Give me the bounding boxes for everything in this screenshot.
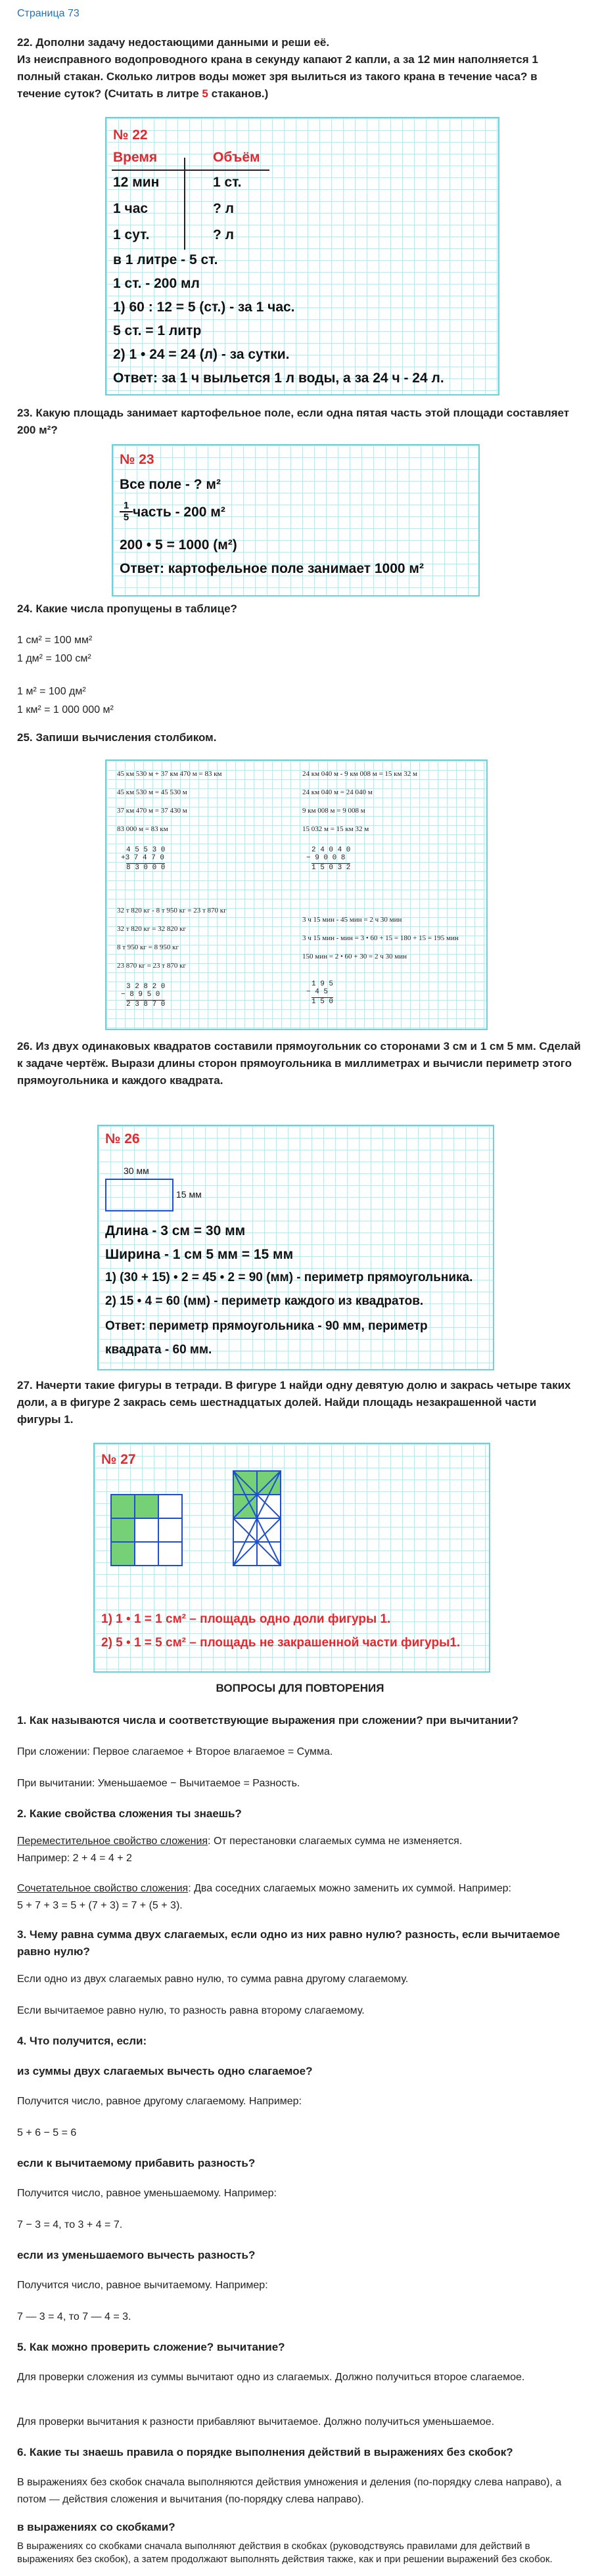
task25-left-col2: +3 7 4 7 0: [121, 854, 165, 862]
task26-line1: Длина - 3 см = 30 мм: [105, 1223, 246, 1238]
review-a3a: Если одно из двух слагаемых равно нулю, то сумма равна другому слагаемому.: [17, 1974, 409, 1985]
task25-right-col3: 1 5 0 3 2: [312, 864, 351, 872]
task25-grid: [105, 759, 488, 1030]
task26-rectangle: [105, 1179, 173, 1211]
task25-right2-col3: 1 5 0: [312, 998, 334, 1006]
task22-number: № 22: [113, 127, 148, 143]
task26-label-15mm: 15 мм: [176, 1189, 202, 1200]
review-q6b: в выражениях со скобками?: [17, 2521, 175, 2533]
task24-line4: 1 км² = 1 000 000 м²: [17, 704, 114, 715]
task25-right2-line3: 150 мин = 2 • 60 + 30 = 2 ч 30 мин: [302, 953, 407, 960]
task23-line1: Все поле - ? м²: [120, 477, 221, 492]
task25-right-line2: 24 км 040 м = 24 040 м: [302, 788, 373, 796]
task22-row1-volume: 1 ст.: [213, 175, 242, 190]
fraction-numerator: 1: [123, 500, 129, 511]
review-q3: 3. Чему равна сумма двух слагаемых, если одно из них равно нулю? разность, если вычитаемое равно нулю?: [17, 1928, 561, 1958]
task22-table-hline: [112, 169, 269, 171]
task24-line3: 1 м² = 100 дм²: [17, 686, 86, 697]
task23-line2: часть - 200 м²: [133, 505, 225, 520]
review-a6: В выражениях без скобок сначала выполняются действия умножения и деления (по-порядку слева направо), а потом — действия сложения и вычитания (по-порядку слева направо).: [17, 2477, 562, 2505]
task27-figure1: [110, 1494, 183, 1566]
task22-text: [17, 34, 583, 102]
review-q1: 1. Как называются числа и соответствующие выражения при сложении? при вычитании?: [17, 1714, 519, 1727]
task25-right-line4: 15 032 м = 15 км 32 м: [302, 825, 369, 833]
task22-line4: 5 ст. = 1 литр: [113, 323, 202, 338]
task24-title: 24. Какие числа пропущены в таблице?: [17, 602, 237, 615]
task25-left2-col1: 3 2 8 2 0: [126, 983, 166, 991]
task25-right2-col1: 1 9 5: [312, 980, 334, 988]
task23-text: 23. Какую площадь занимает картофельное поле, если одна пятая часть этой площади составляет 200 м²?: [17, 407, 570, 436]
review-q4c: если из уменьшаемого вычесть разность?: [17, 2249, 256, 2261]
task22-line1: в 1 литре - 5 ст.: [113, 252, 218, 267]
task27-figure2: [233, 1470, 283, 1568]
review-a1b: При вычитании: Уменьшаемое − Вычитаемое = Разность.: [17, 1778, 300, 1789]
task25-left2-col3: 2 3 8 7 0: [126, 1001, 166, 1008]
task22-row2-time: 1 час: [113, 201, 149, 216]
review-q2: 2. Какие свойства сложения ты знаешь?: [17, 1807, 242, 1820]
review-a5b: Для проверки вычитания к разности прибавляют вычитаемое. Должно получиться уменьшаемое.: [17, 2416, 495, 2428]
task27-text: 27. Начерти такие фигуры в тетради. В фигуре 1 найди одну девятую долю и закрась четыре таких доли, а в фигуре 2 закрась семь шестнадцатых долей. Найди площадь незакрашенной части фигуры 1.: [17, 1379, 571, 1426]
task25-left-col3: 8 3 0 0 0: [126, 864, 166, 872]
fraction-denominator: 5: [120, 511, 133, 523]
task25-left2-line3: 8 т 950 кг = 8 950 кг: [117, 943, 179, 951]
review-a4b-example: 7 − 3 = 4, то 3 + 4 = 7.: [17, 2219, 123, 2230]
review-q4a: из суммы двух слагаемых вычесть одно слагаемое?: [17, 2065, 313, 2077]
task22-row3-volume: ? л: [213, 227, 235, 242]
review-a4b: Получится число, равное уменьшаемому. Например:: [17, 2188, 277, 2199]
task22-line3: 1) 60 : 12 = 5 (ст.) - за 1 час.: [113, 300, 295, 315]
task22-row2-volume: ? л: [213, 201, 235, 216]
term-commutative: Переместительное свойство сложения: [17, 1836, 208, 1847]
review-a3b: Если вычитаемое равно нулю, то разность равна второму слагаемому.: [17, 2005, 365, 2016]
task22-answer: Ответ: за 1 ч выльется 1 л воды, а за 24 ч - 24 л.: [113, 371, 444, 386]
task24-line1: 1 см² = 100 мм²: [17, 635, 93, 646]
task25-left-line2: 45 км 530 м = 45 530 м: [117, 788, 187, 796]
task22-line5: 2) 1 • 24 = 24 (л) - за сутки.: [113, 347, 290, 362]
task26-line2: Ширина - 1 см 5 мм = 15 мм: [105, 1247, 294, 1262]
task25-title: 25. Запиши вычисления столбиком.: [17, 731, 217, 744]
review-a2a-example: Например: 2 + 4 = 4 + 2: [17, 1853, 132, 1864]
review-q6: 6. Какие ты знаешь правила о порядке выполнения действий в выражениях без скобок?: [17, 2446, 513, 2458]
task26-line3: 1) (30 + 15) • 2 = 45 • 2 = 90 (мм) - периметр прямоугольника.: [105, 1271, 473, 1284]
task26-grid: [97, 1125, 494, 1370]
task26-text: 26. Из двух одинаковых квадратов составили прямоугольник со сторонами 3 см и 1 см 5 мм. Сделай к задаче чертёж. Вырази длины сторон прямоугольника в миллиметрах и вычисли периметр этого прямоугольника и каждого квадрата.: [17, 1040, 581, 1087]
page-link[interactable]: Страница 73: [17, 8, 80, 19]
task22-header-volume: Объём: [213, 150, 260, 165]
review-a2a: Переместительное свойство сложения: От перестановки слагаемых сумма не изменяется.: [17, 1836, 463, 1847]
review-a4c-example: 7 — 3 = 4, то 7 — 4 = 3.: [17, 2311, 131, 2322]
task25-right2-line2: 3 ч 15 мин - мин = 3 • 60 + 15 = 180 + 15 = 195 мин: [302, 934, 459, 942]
review-a5a: Для проверки сложения из суммы вычитают одно из слагаемых. Должно получиться второе слагаемое.: [17, 2372, 525, 2383]
task25-right2-line1: 3 ч 15 мин - 45 мин = 2 ч 30 мин: [302, 916, 402, 924]
task26-line5: Ответ: периметр прямоугольника - 90 мм, периметр: [105, 1319, 428, 1333]
task22-header-time: Время: [113, 150, 158, 165]
task25-right2-col2: − 4 5: [306, 988, 329, 996]
task25-right-col2: − 9 0 0 8: [306, 854, 346, 862]
task27-line1: 1) 1 • 1 = 1 см² – площадь одно доли фигуры 1.: [101, 1612, 391, 1626]
task23-number: № 23: [120, 452, 154, 467]
review-a4a: Получится число, равное другому слагаемому. Например:: [17, 2096, 302, 2107]
task22-line2: 1 ст. - 200 мл: [113, 276, 200, 291]
task25-left-line1: 45 км 530 м + 37 км 470 м = 83 км: [117, 770, 222, 778]
task23-answer: Ответ: картофельное поле занимает 1000 м²: [120, 561, 424, 576]
task25-left2-line1: 32 т 820 кг - 8 т 950 кг = 23 т 870 кг: [117, 907, 227, 915]
task27-line2: 2) 5 • 1 = 5 см² – площадь не закрашенной части фигуры1.: [101, 1636, 461, 1650]
task22-grid: [105, 117, 499, 395]
task22-highlight: 5: [202, 87, 208, 100]
task22-title: 22. Дополни задачу недостающими данными и реши её.: [17, 36, 330, 49]
task23-fraction: [120, 501, 133, 523]
task25-right-col1: 2 4 0 4 0: [312, 846, 351, 854]
review-a2b: Сочетательное свойство сложения: Два соседних слагаемых можно заменить их суммой. Например:: [17, 1883, 511, 1894]
task22-row1-time: 12 мин: [113, 175, 160, 190]
review-a2b-example: 5 + 7 + 3 = 5 + (7 + 3) = 7 + (5 + 3).: [17, 1900, 183, 1911]
task27-number: № 27: [101, 1452, 136, 1467]
task25-left-line4: 83 000 м = 83 км: [117, 825, 168, 833]
task25-left2-line4: 23 870 кг = 23 т 870 кг: [117, 962, 186, 970]
review-a4c: Получится число, равное вычитаемому. Например:: [17, 2280, 268, 2291]
review-q4b: если к вычитаемому прибавить разность?: [17, 2157, 256, 2169]
task25-left2-line2: 32 т 820 кг = 32 820 кг: [117, 925, 186, 933]
task24-line2: 1 дм² = 100 см²: [17, 653, 91, 664]
task26-number: № 26: [105, 1131, 140, 1146]
review-q5: 5. Как можно проверить сложение? вычитание?: [17, 2341, 285, 2353]
task25-left2-col2: − 8 9 5 0: [121, 991, 160, 999]
review-title: ВОПРОСЫ ДЛЯ ПОВТОРЕНИЯ: [216, 1682, 384, 1694]
task22-row3-time: 1 сут.: [113, 227, 150, 242]
task25-left-col1: 4 5 5 3 0: [126, 846, 166, 854]
task26-line4: 2) 15 • 4 = 60 (мм) - периметр каждого из квадратов.: [105, 1294, 424, 1308]
task22-body: Из неисправного водопроводного крана в секунду капают 2 капли, а за 12 мин наполняется 1 полный стакан. Сколько литров воды может зря вылиться из такого крана в течение часа? в течение суток? (Считать в литре 5 стаканов.): [17, 53, 538, 100]
review-a4a-example: 5 + 6 − 5 = 6: [17, 2127, 77, 2138]
task25-right-line1: 24 км 040 м - 9 км 008 м = 15 км 32 м: [302, 770, 417, 778]
task26-line6: квадрата - 60 мм.: [105, 1343, 212, 1357]
review-q4: 4. Что получится, если:: [17, 2035, 147, 2047]
task25-right-line3: 9 км 008 м = 9 008 м: [302, 807, 365, 815]
task22-table-vline: [184, 158, 185, 250]
task27-grid: [93, 1443, 490, 1673]
task25-left-line3: 37 км 470 м = 37 430 м: [117, 807, 187, 815]
review-a6b: В выражениях со скобками сначала выполняют действия в скобках (руководствуясь правилами для действий в выражениях без скобок), а затем продолжают выполнять действия также, как и при решении выражений без скобок.: [17, 2541, 553, 2565]
review-a1a: При сложении: Первое слагаемое + Второе влагаемое = Сумма.: [17, 1746, 333, 1757]
term-associative: Сочетательное свойство сложения: [17, 1883, 189, 1894]
task23-grid: [112, 444, 480, 597]
task26-label-30mm: 30 мм: [124, 1165, 149, 1176]
task23-line3: 200 • 5 = 1000 (м²): [120, 537, 237, 553]
